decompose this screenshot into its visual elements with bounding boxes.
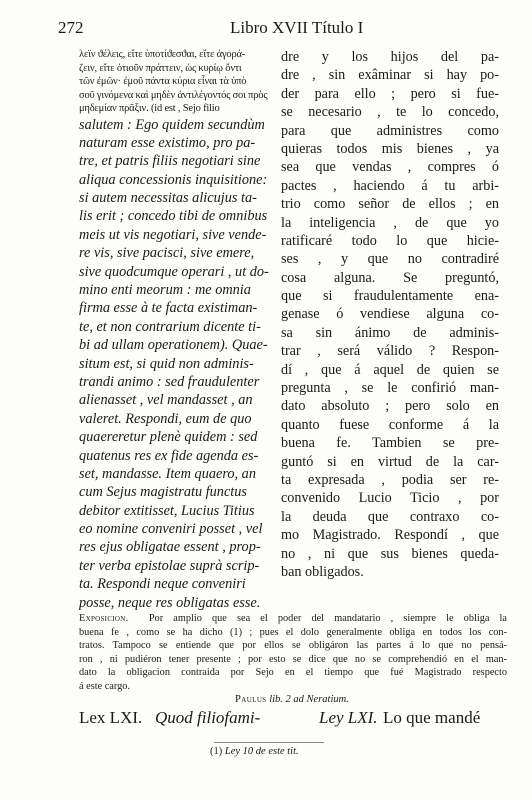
spanish-text-line: ratificaré todo lo que hicie- xyxy=(281,232,499,249)
latin-law-title: Lex LXI. xyxy=(79,708,143,727)
latin-law-incipit: Quod filiofami- xyxy=(155,708,261,727)
latin-text-line: lis erit ; concedo tibi de omnibus xyxy=(79,208,268,225)
latin-text-line: re vis, sive pacisci, sive emere, xyxy=(79,245,255,262)
spanish-text-line: cosa alguna. Se preguntó, xyxy=(281,269,499,286)
footnote-divider xyxy=(214,742,324,743)
latin-text-line: tre, et patris filiis negotiari sine xyxy=(79,153,261,170)
spanish-text-line: der para ello ; pero si fue- xyxy=(281,85,499,102)
spanish-text-line: dre y los hijos del pa- xyxy=(281,49,499,65)
spanish-text-line: se necesario , te lo concedo, xyxy=(281,104,499,121)
latin-text-line: posse, neque res obligatas esse. xyxy=(79,594,261,611)
next-law-heading xyxy=(79,708,507,730)
latin-text-line: trandi animo : sed fraudulenter xyxy=(79,373,260,390)
source-author: Paulus xyxy=(235,694,267,705)
spanish-law-incipit: Lo que mandé xyxy=(383,708,481,727)
latin-text-line: sive quodcumque operari , ut do- xyxy=(79,263,269,280)
latin-text-line: si autem necessitas alicujus ta- xyxy=(79,190,257,207)
latin-text-line: firma esse à te facta existiman- xyxy=(79,300,258,317)
spanish-column xyxy=(281,48,499,581)
spanish-text-line: quanto fuese conforme á la xyxy=(281,416,499,433)
exposicion-line: á este cargo. xyxy=(79,680,130,692)
spanish-text-line: trio como señor de ellos ; en xyxy=(281,196,499,213)
exposicion-commentary xyxy=(79,612,507,694)
exposicion-line: dato la obligacion contraida por Sejo en el tiempo que fué Magistrado respecto xyxy=(79,667,507,679)
spanish-text-line: guntó si en virtud de la car- xyxy=(281,453,499,470)
spanish-text-line: mo Magistrado. Respondí , que xyxy=(281,527,499,544)
latin-text-line: mino enti meorum : me omnia xyxy=(79,282,251,299)
spanish-text-line: ses , y que no contradiré xyxy=(281,251,499,268)
spanish-text-line: buena fe. Tambien se pre- xyxy=(281,435,499,452)
latin-text-line: bi ad ullam operationem). Quae- xyxy=(79,337,268,354)
exposicion-text: Por amplio que sea el poder del mandatario , siempre le obliga la xyxy=(148,613,507,624)
footnote-text: Ley 10 de este tit. xyxy=(224,746,299,757)
footnote-marker: (1) xyxy=(210,746,223,757)
spanish-text-line: no , ni que sus bienes queda- xyxy=(281,545,499,562)
spanish-text-line: dí , que á aquel de quien se xyxy=(281,361,499,378)
greek-text-line: λεϊν ϑέλεις, εἴτε ὑποτίϑεσϑαι, εἴτε ἀγορά- xyxy=(79,49,246,60)
exposicion-line: buena fe , como se ha dicho (1) ; pues el dolo generalmente obliga en todos los con- xyxy=(79,626,507,638)
spanish-text-line: genase ó vendiese alguna co- xyxy=(281,306,499,323)
exposicion-label: Exposicion. xyxy=(79,613,129,624)
greek-text-line: τῶν ἐμῶν· ἐμοῦ πάντα κύρια εἶναι τὰ ὑπὸ xyxy=(79,76,247,87)
spanish-text-line: sea que vendas , compres ó xyxy=(281,159,499,176)
latin-text-line: res ejus obligatae essent , prop- xyxy=(79,539,261,556)
latin-text-line: situm est, si quid non adminis- xyxy=(79,355,254,372)
latin-text-line: cum Sejus magistratu functus xyxy=(79,484,247,501)
spanish-text-line: ta expresada , podia ser re- xyxy=(281,471,499,488)
latin-text-line: salutem : Ego quidem secundùm xyxy=(79,116,265,133)
latin-text-line: aliqua concessionis inquisitione: xyxy=(79,171,268,188)
spanish-text-line: para que administres como xyxy=(281,122,499,139)
spanish-text-line: dre , sin exâminar si hay po- xyxy=(281,67,499,84)
latin-text-line: te, et non contrarium dicente ti- xyxy=(79,318,261,335)
latin-text-line: quatenus res ex fide agenda es- xyxy=(79,447,259,464)
latin-text-line: eo nomine conveniri posset , vel xyxy=(79,521,263,538)
spanish-text-line: convenido Lucio Ticio , por xyxy=(281,490,499,507)
spanish-text-line: dato absoluto ; pero solo en xyxy=(281,398,499,415)
latin-text-line: valeret. Respondi, eum de quo xyxy=(79,410,252,427)
greek-text-line: ζειν, εἴτε ὁτιοῦν πράττειν, ὡς κυρίῳ ὄντι xyxy=(79,62,242,74)
latin-text-line: naturam esse existimo, pro pa- xyxy=(79,134,256,151)
exposicion-line xyxy=(79,612,507,626)
spanish-text-line: pregunta , se le confirió man- xyxy=(281,380,499,397)
latin-text-line: ter verba epistolae suprà scrip- xyxy=(79,557,260,574)
source-citation xyxy=(235,694,349,705)
spanish-text-line: ban obligados. xyxy=(281,563,364,580)
spanish-text-line: la deuda que contraxo co- xyxy=(281,508,499,525)
page-number: 272 xyxy=(58,18,84,37)
spanish-text-line: trar , será válido ? Respon- xyxy=(281,343,499,360)
spanish-text-line: pactes , haciendo á tu arbi- xyxy=(281,177,499,194)
page-header xyxy=(40,18,500,44)
latin-column xyxy=(79,48,277,612)
footnote xyxy=(210,746,299,757)
greek-text-line: μηδεμίαν πρᾶξιν. (id est , Sejo filio xyxy=(79,103,220,114)
exposicion-line: ron , ni pudiéron tener presente ; por esto se dice que no se comprehendió en el man- xyxy=(79,653,507,665)
latin-text-line: debitor extitisset, Lucius Titius xyxy=(79,502,255,519)
exposicion-line: tratos. Tampoco se entiende que por ellos se obligáron las partes á lo que no pensá- xyxy=(79,640,507,652)
spanish-text-line: sa sin ánimo de adminis- xyxy=(281,324,499,341)
spanish-law-title: Ley LXI. xyxy=(319,708,378,727)
latin-text-line: alienasset , vel mandasset , an xyxy=(79,392,253,409)
source-reference: lib. 2 ad Neratium. xyxy=(269,694,349,705)
latin-text-line: quaereretur plenè quidem : sed xyxy=(79,429,258,446)
spanish-text-line: la inteligencia , de que yo xyxy=(281,214,499,231)
latin-text-line: set, mandasse. Item quaero, an xyxy=(79,465,256,482)
running-head: Libro XVII Título I xyxy=(230,18,364,37)
spanish-text-line: que si fraudulentamente ena- xyxy=(281,288,499,305)
latin-text-line: meis ut vis negotiari, sive vende- xyxy=(79,226,267,243)
latin-text-line: ta. Respondi neque conveniri xyxy=(79,576,246,593)
spanish-text-line: quieras todos mis bienes , ya xyxy=(281,140,499,157)
greek-text-line: σοῦ γινόμενα καὶ μηδὲν ἀντιλέγοντός σοι πρὸς xyxy=(79,89,268,101)
